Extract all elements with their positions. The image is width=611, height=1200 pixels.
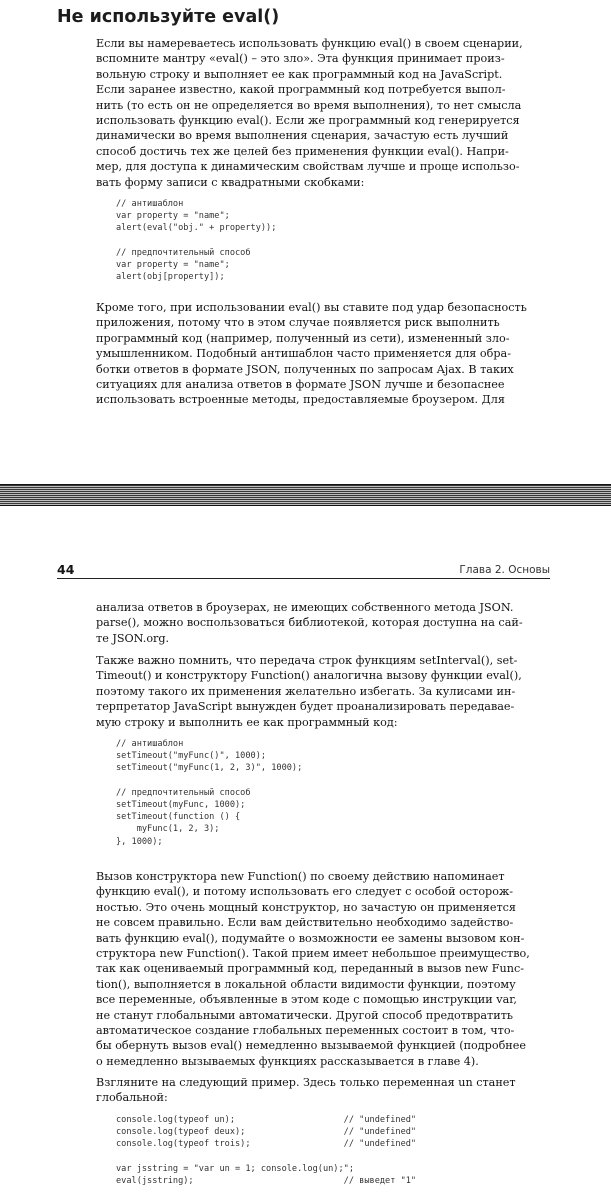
section-heading: Не используйте eval() <box>57 7 280 27</box>
paragraph-json-parse: анализа ответов в броузерах, не имеющих собственного метода JSON. parse(), можно воспользоваться библиотекой, которая доступна на сай- те JSON.org. <box>96 601 523 645</box>
paragraph-eval-intro: Если вы намереваетесь использовать функцию eval() в своем сценарии, вспомните мантру «eval() – это зло». Эта функция принимает произ- вольную строку и выполняет ее как программный код на JavaScript. Если заранее известно, какой программный код потребуется выпол- нить (то есть он не определяется во время выполнения), то нет смысла использовать функцию eval(). Если же программный код генерируется динамически во время выполнения сценария, зачастую есть лучший способ достичь тех же целей без применения функции eval(). Напри- мер, для доступа к динамическим свойствам лучше и проще использо- вать форму записи с квадратными скобками: <box>96 37 523 189</box>
paragraph-new-function: Вызов конструктора new Function() по своему действию напоминает функцию eval(), и потому использовать его следует с особой осторож- ностью. Это очень мощный конструктор, но зачастую он применяется не совсем правильно. Если вам действительно необходимо задейство- вать функцию eval(), подумайте о возможности ее замены вызовом кон- структора new Function(). Такой прием имеет небольшое преимущество, так как оцениваемый программный код, переданный в вызов new Func- tion(), выполняется в локальной области видимости функции, поэтому все переменные, объявленные в этом коде с помощью инструкции var, не станут глобальными автоматически. Другой способ предотвратить автоматическое создание глобальных переменных состоит в том, что- бы обернуть вызов eval() немедленно вызываемой функцией (подробнее о немедленно вызываемых функциях рассказывается в главе 4). <box>96 870 530 1068</box>
page-break-separator <box>0 484 611 506</box>
code-example-typeof: console.log(typeof un); // "undefined" console.log(typeof deux); // "undefined" console.log(typeof trois); // "undefined" var jsstring = "var un = 1; console.log(un);"; eval(jsstring); // выведет "1" <box>116 1115 417 1187</box>
paragraph-security: Кроме того, при использовании eval() вы ставите под удар безопасность приложения, потому что в этом случае появляется риск выполнить программный код (например, полученный из сети), измененный зло- умышленником. Подобный антишаблон часто применяется для обра- ботки ответов в формате JSON, полученных по запросам Ajax. В таких ситуациях для анализа ответов в формате JSON лучше и безопаснее использовать встроенные методы, предоставляемые броузером. Для <box>96 301 527 407</box>
paragraph-example-intro: Взгляните на следующий пример. Здесь только переменная un станет глобальной: <box>96 1076 516 1105</box>
header-rule <box>57 578 550 579</box>
code-example-property: // антишаблон var property = "name"; alert(eval("obj." + property)); // предпочтительный способ var property = "name"; alert(obj[property]); <box>116 199 277 283</box>
page-number: 44 <box>57 562 75 577</box>
code-example-settimeout: // антишаблон setTimeout("myFunc()", 1000); setTimeout("myFunc(1, 2, 3)", 1000); // предпочтительный способ setTimeout(myFunc, 1000); setTimeout(function () { myFunc(1, 2, 3); }, 1000); <box>116 739 303 847</box>
paragraph-settimeout: Также важно помнить, что передача строк функциям setInterval(), set- Timeout() и конструктору Function() аналогична вызову функции eval(), поэтому такого их применения желательно избегать. За кулисами ин- терпретатор JavaScript вынужден будет проанализировать передавае- мую строку и выполнить ее как программный код: <box>96 654 522 729</box>
chapter-title: Глава 2. Основы <box>459 564 550 576</box>
